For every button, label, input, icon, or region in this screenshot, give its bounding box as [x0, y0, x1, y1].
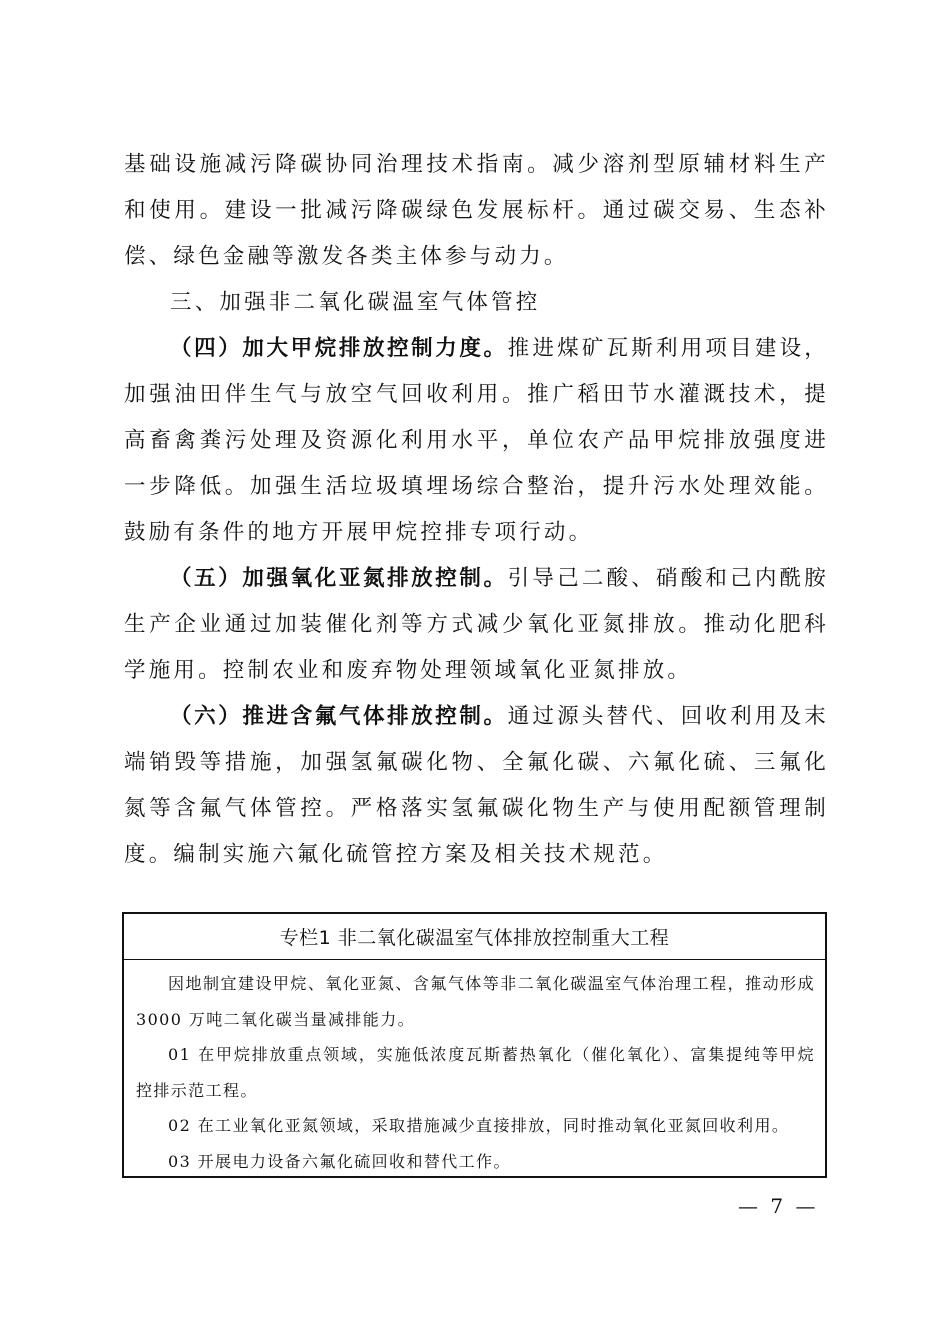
- box-body: [124, 960, 825, 1179]
- item-title: （五）加强氧化亚氮排放控制。: [170, 566, 508, 591]
- item-title: （六）推进含氟气体排放控制。: [170, 704, 508, 729]
- box-paragraph: 01 在甲烷排放重点领域，实施低浓度瓦斯蓄热氧化（催化氧化）、富集提纯等甲烷控排示范工程。: [136, 1045, 815, 1100]
- item-title: （四）加大甲烷排放控制力度。: [170, 336, 508, 361]
- box-paragraph: 02 在工业氧化亚氮领域，采取措施减少直接排放，同时推动氧化亚氮回收利用。: [168, 1116, 790, 1135]
- section-heading: 三、加强非二氧化碳温室气体管控: [170, 290, 541, 315]
- paragraph-item-4: [124, 326, 829, 556]
- box-title: 专栏1 非二氧化碳温室气体排放控制重大工程: [124, 914, 825, 960]
- paragraph-item-6: [124, 694, 829, 878]
- paragraph-item-5: [124, 556, 829, 694]
- box-paragraph: 因地制宜建设甲烷、氧化亚氮、含氟气体等非二氧化碳温室气体治理工程，推动形成 3000 万吨二氧化碳当量减排能力。: [136, 974, 815, 1029]
- column-box: [122, 912, 827, 1178]
- page-number: — 7 —: [738, 1194, 819, 1218]
- item-text: 通过源头替代、回收利用及末端销毁等措施，加强氢氟碳化物、全氟化碳、六氟化硫、三氟化氮等含氟气体管控。严格落实氢氟碳化物生产与使用配额管理制度。编制实施六氟化硫管控方案及相关技术规范。: [124, 704, 829, 867]
- box-paragraph: 03 开展电力设备六氟化硫回收和替代工作。: [168, 1151, 511, 1171]
- item-text: 推进煤矿瓦斯利用项目建设，加强油田伴生气与放空气回收利用。推广稻田节水灌溉技术，提高畜禽粪污处理及资源化利用水平，单位农产品甲烷排放强度进一步降低。加强生活垃圾填埋场综合整治，提升污水处理效能。鼓励有条件的地方开展甲烷控排专项行动。: [124, 336, 829, 545]
- continued-paragraph: 基础设施减污降碳协同治理技术指南。减少溶剂型原辅材料生产和使用。建设一批减污降碳绿色发展标杆。通过碳交易、生态补偿、绿色金融等激发各类主体参与动力。: [124, 152, 829, 269]
- body-text: [124, 142, 829, 878]
- item-text: 引导己二酸、硝酸和己内酰胺生产企业通过加装催化剂等方式减少氧化亚氮排放。推动化肥科学施用。控制农业和废弃物处理领域氧化亚氮排放。: [124, 566, 829, 683]
